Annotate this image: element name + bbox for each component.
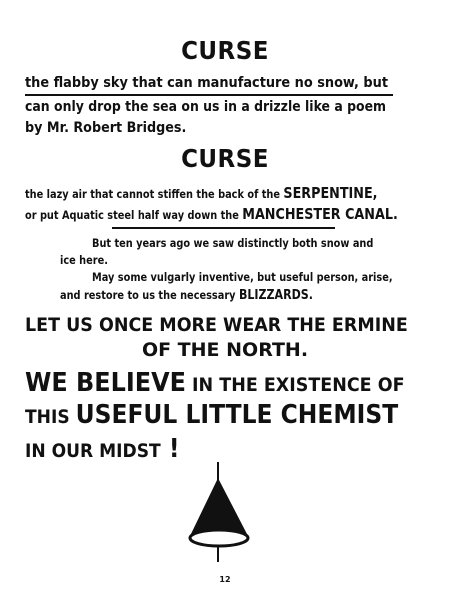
- we-believe: WE BELIEVE: [25, 368, 186, 398]
- slogan1-line1: LET US ONCE MORE WEAR THE ERMINE: [25, 314, 408, 336]
- slogan2-line2: [25, 400, 398, 430]
- existence-text: IN THE EXISTENCE OF: [185, 374, 405, 396]
- para2-line2: [25, 205, 398, 223]
- divider-rule: [112, 227, 335, 229]
- para1-line3: by Mr. Robert Bridges.: [25, 120, 187, 136]
- para3-line2: ice here.: [60, 253, 108, 267]
- para2-line2-text: or put Aquatic steel half way down the: [25, 208, 243, 222]
- underline-rule: [25, 94, 393, 96]
- para1-line2: can only drop the sea on us in a drizzle like a poem: [25, 99, 387, 115]
- slogan2-line1: [25, 368, 405, 398]
- para2-line1-text: the lazy air that cannot stiffen the back of the: [25, 187, 284, 201]
- slogan2-line3: [25, 434, 180, 464]
- para3-line4: [60, 288, 313, 303]
- para1-line1: the flabby sky that can manufacture no snow, but: [25, 75, 389, 91]
- heading-curse-2: CURSE: [181, 144, 269, 173]
- para3-line3: May some vulgarly inventive, but useful person, arise,: [92, 270, 393, 284]
- blizzards-word: BLIZZARDS.: [238, 288, 313, 303]
- in-our-midst: IN OUR MIDST: [25, 440, 161, 462]
- exclamation: !: [160, 434, 180, 464]
- cone-icon: [186, 462, 260, 562]
- manchester-canal-word: MANCHESTER CANAL.: [242, 205, 398, 223]
- slogan1-line2: OF THE NORTH.: [141, 339, 309, 361]
- this-word: THIS: [25, 406, 76, 428]
- para3-line4-text: and restore to us the necessary: [60, 288, 239, 302]
- heading-curse-1: CURSE: [181, 36, 269, 65]
- serpentine-word: SERPENTINE,: [283, 184, 378, 202]
- useful-little-chemist: USEFUL LITTLE CHEMIST: [75, 400, 399, 430]
- page-number: 12: [219, 575, 231, 584]
- para3-line1: But ten years ago we saw distinctly both snow and: [92, 236, 374, 250]
- para2-line1: [25, 184, 378, 202]
